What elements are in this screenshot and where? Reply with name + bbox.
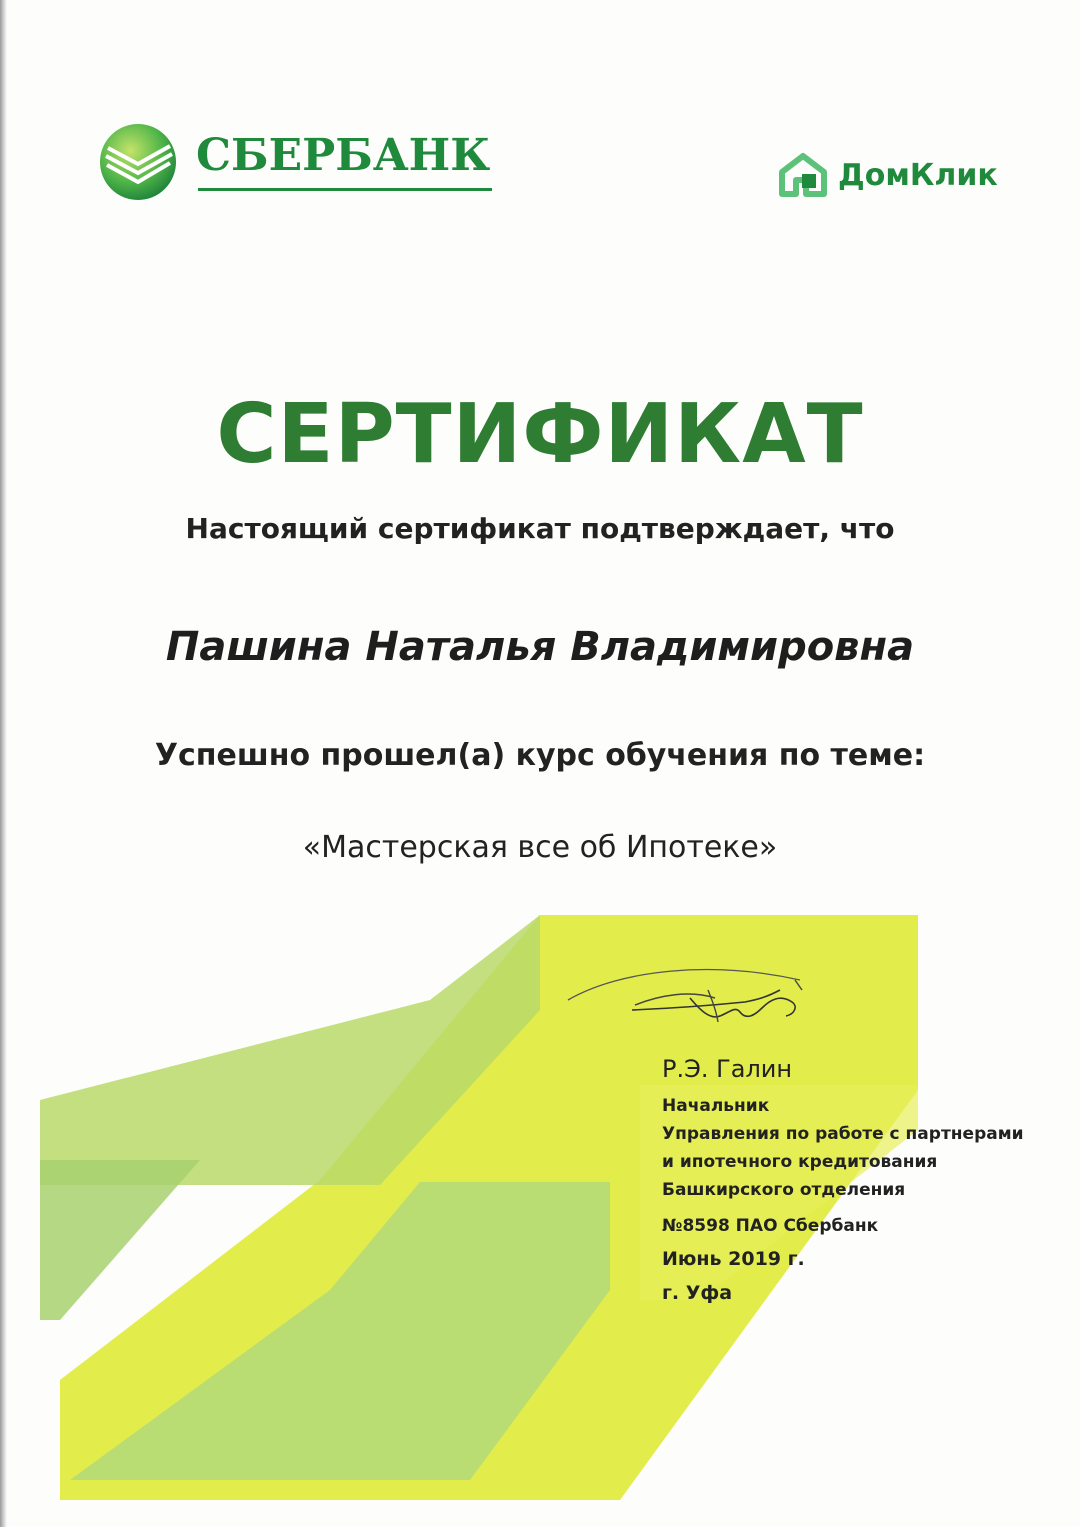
signer-position-line: Башкирского отделения: [662, 1180, 906, 1200]
sberbank-logo: [98, 122, 498, 202]
course-title: «Мастерская все об Ипотеке»: [302, 830, 778, 865]
sberbank-wordmark: СБЕРБАНК: [196, 130, 491, 181]
domclick-logo: [778, 150, 1028, 200]
recipient-name: Пашина Наталья Владимировна: [165, 624, 915, 670]
signer-block: [662, 1052, 1062, 1308]
signer-position-line: Управления по работе с партнерами: [662, 1124, 1024, 1144]
signer-department: №8598 ПАО Сбербанк: [662, 1216, 879, 1236]
signer-position-line: Начальник: [662, 1096, 770, 1116]
confirmation-text: Настоящий сертификат подтверждает, что: [185, 512, 895, 545]
certificate-city: г. Уфа: [662, 1282, 733, 1304]
signer-name: Р.Э. Галин: [662, 1055, 793, 1083]
sberbank-emblem-icon: [98, 122, 178, 202]
certificate-title: СЕРТИФИКАТ: [216, 387, 864, 482]
certificate-date: Июнь 2019 г.: [662, 1248, 805, 1270]
domclick-wordmark: ДомКлик: [838, 158, 998, 193]
handwritten-signature: [540, 950, 840, 1040]
sberbank-underline: [198, 188, 492, 191]
house-icon: [778, 150, 828, 200]
signer-position-line: и ипотечного кредитования: [662, 1152, 938, 1172]
completion-text: Успешно прошел(а) курс обучения по теме:: [154, 738, 926, 773]
